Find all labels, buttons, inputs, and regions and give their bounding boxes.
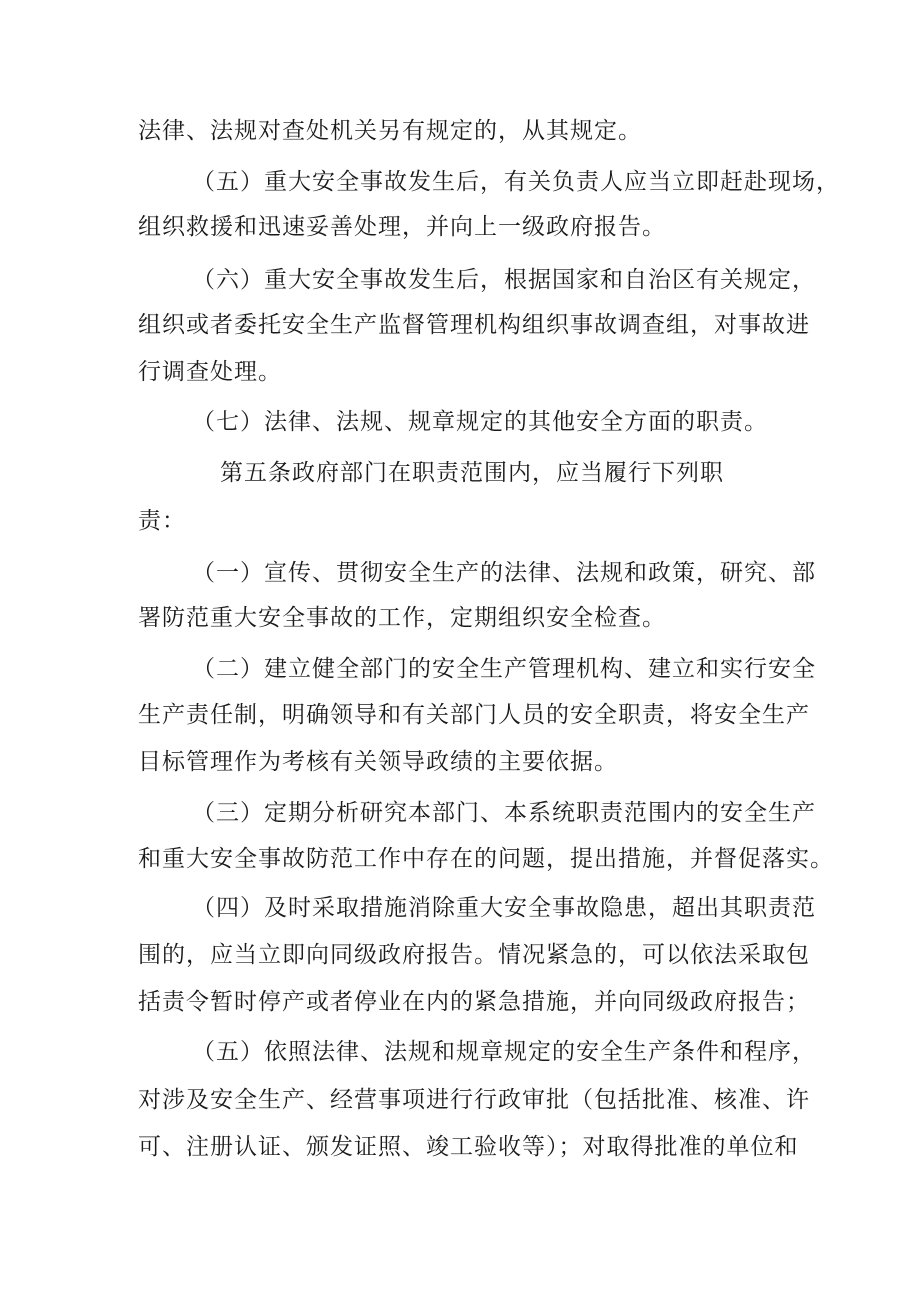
article-heading: 第五条政府部门在职责范围内，应当履行下列职 — [220, 460, 724, 486]
text-line: 组织或者委托安全生产监督管理机构组织事故调查组，对事故进 — [138, 312, 810, 338]
text-line: 责： — [138, 508, 186, 534]
text-line: 法律、法规对查处机关另有规定的，从其规定。 — [138, 118, 642, 144]
text-line: 目标管理作为考核有关领导政绩的主要依据。 — [138, 749, 618, 775]
text-line: 生产责任制，明确领导和有关部门人员的安全职责，将安全生产 — [138, 702, 810, 728]
text-line: 署防范重大安全事故的工作，定期组织安全检查。 — [138, 605, 666, 631]
text-line: 组织救援和迅速妥善处理，并向上一级政府报告。 — [138, 214, 666, 240]
text-line: （四）及时采取措施消除重大安全事故隐患，超出其职责范 — [192, 895, 816, 921]
text-line: 括责令暂时停产或者停业在内的紧急措施，并向同级政府报告； — [138, 989, 810, 1015]
text-line: 围的，应当立即向同级政府报告。情况紧急的，可以依法采取包 — [138, 942, 810, 968]
text-line: （一）宣传、贯彻安全生产的法律、法规和政策，研究、部 — [192, 560, 816, 586]
text-line: 和重大安全事故防范工作中存在的问题，提出措施，并督促落实。 — [138, 846, 834, 872]
text-line: 对涉及安全生产、经营事项进行行政审批（包括批准、核准、许 — [138, 1087, 810, 1113]
text-line: 可、注册认证、颁发证照、竣工验收等）；对取得批准的单位和 — [138, 1134, 799, 1160]
text-line: （三）定期分析研究本部门、本系统职责范围内的安全生产 — [192, 800, 816, 826]
text-line: 行调查处理。 — [138, 359, 282, 385]
text-line: （五）依照法律、法规和规章规定的安全生产条件和程序， — [192, 1039, 816, 1065]
text-line: （二）建立健全部门的安全生产管理机构、建立和实行安全 — [192, 656, 816, 682]
text-line: （五）重大安全事故发生后，有关负责人应当立即赶赴现场， — [192, 169, 840, 195]
text-line: （七）法律、法规、规章规定的其他安全方面的职责。 — [192, 409, 768, 435]
text-line: （六）重大安全事故发生后，根据国家和自治区有关规定， — [192, 267, 816, 293]
